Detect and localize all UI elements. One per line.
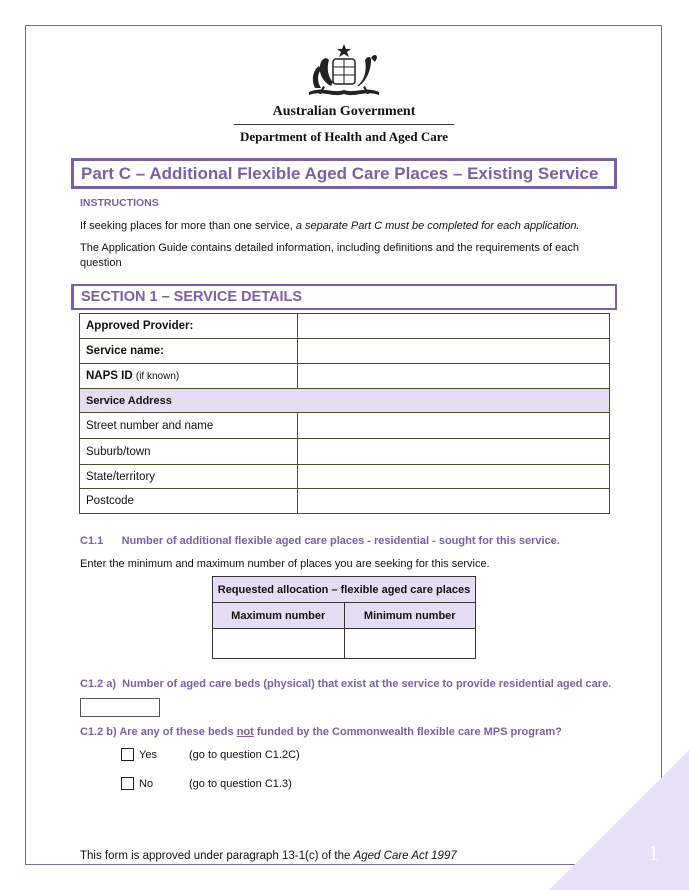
naps-id-field[interactable] bbox=[298, 364, 610, 389]
yes-checkbox[interactable] bbox=[121, 748, 134, 761]
footer-note bbox=[80, 850, 457, 862]
suburb-field[interactable] bbox=[298, 439, 610, 465]
max-number-header: Maximum number bbox=[213, 603, 345, 629]
allocation-table-title: Requested allocation – flexible aged care places bbox=[213, 577, 476, 603]
table-row bbox=[80, 339, 610, 364]
no-option bbox=[121, 777, 292, 790]
table-row bbox=[213, 577, 476, 603]
instruction-line-1-emphasis: a separate Part C must be completed for each application. bbox=[295, 220, 580, 232]
c12b-heading-post: funded by the Commonwealth flexible care MPS program? bbox=[253, 726, 562, 738]
naps-id-label bbox=[80, 364, 298, 389]
department-name: Department of Health and Aged Care bbox=[239, 129, 449, 144]
government-header bbox=[234, 104, 454, 145]
yes-hint: (go to question C1.2C) bbox=[189, 748, 300, 761]
instructions-heading: INSTRUCTIONS bbox=[80, 197, 159, 209]
allocation-table bbox=[212, 576, 476, 659]
table-row bbox=[80, 439, 610, 465]
table-row bbox=[80, 465, 610, 489]
c12b-heading-pre: C1.2 b) Are any of these beds bbox=[80, 726, 237, 738]
no-label: No bbox=[139, 777, 154, 790]
service-address-heading: Service Address bbox=[80, 389, 610, 413]
max-number-field[interactable] bbox=[213, 629, 345, 659]
coat-of-arms-icon bbox=[303, 42, 385, 104]
footer-act: Aged Care Act 1997 bbox=[353, 850, 457, 862]
table-row bbox=[80, 413, 610, 439]
street-label: Street number and name bbox=[80, 413, 298, 439]
c12b-heading-not: not bbox=[236, 726, 254, 738]
instruction-line-1-text: If seeking places for more than one service, bbox=[80, 220, 296, 232]
table-row bbox=[80, 314, 610, 339]
yes-label: Yes bbox=[139, 748, 157, 761]
instruction-line-1 bbox=[80, 219, 615, 234]
aged-care-beds-input[interactable] bbox=[80, 698, 160, 717]
approved-provider-field[interactable] bbox=[298, 314, 610, 339]
c11-instruction: Enter the minimum and maximum number of places you are seeking for this service. bbox=[80, 558, 490, 570]
section-1-heading: SECTION 1 – SERVICE DETAILS bbox=[71, 284, 617, 310]
no-hint: (go to question C1.3) bbox=[189, 777, 292, 790]
government-name: Australian Government bbox=[272, 104, 416, 119]
table-row bbox=[213, 629, 476, 659]
footer-text: This form is approved under paragraph 13-1(c) of the bbox=[80, 850, 354, 862]
service-name-label: Service name: bbox=[80, 339, 298, 364]
c12b-heading bbox=[80, 726, 562, 738]
postcode-field[interactable] bbox=[298, 489, 610, 514]
table-row bbox=[80, 389, 610, 413]
page-corner-decoration bbox=[549, 750, 689, 890]
naps-id-hint: (if known) bbox=[135, 371, 180, 382]
page-number: 1 bbox=[648, 840, 659, 865]
table-row bbox=[213, 603, 476, 629]
approved-provider-label: Approved Provider: bbox=[80, 314, 298, 339]
part-title: Part C – Additional Flexible Aged Care Places – Existing Service bbox=[71, 158, 617, 189]
instruction-line-2: The Application Guide contains detailed information, including definitions and the requirements of each question bbox=[80, 242, 579, 269]
service-details-table bbox=[79, 313, 610, 514]
service-name-field[interactable] bbox=[298, 339, 610, 364]
table-row bbox=[80, 489, 610, 514]
state-label: State/territory bbox=[80, 465, 298, 489]
yes-option bbox=[121, 748, 300, 761]
c12a-heading: C1.2 a) Number of aged care beds (physical) that exist at the service to provide residential aged care. bbox=[80, 678, 612, 690]
table-row bbox=[80, 364, 610, 389]
header-divider bbox=[234, 124, 454, 125]
c11-heading: C1.1 Number of additional flexible aged care places - residential - sought for this service. bbox=[80, 535, 560, 547]
min-number-field[interactable] bbox=[344, 629, 476, 659]
street-field[interactable] bbox=[298, 413, 610, 439]
postcode-label: Postcode bbox=[80, 489, 298, 514]
min-number-header: Minimum number bbox=[344, 603, 476, 629]
state-field[interactable] bbox=[298, 465, 610, 489]
no-checkbox[interactable] bbox=[121, 777, 134, 790]
naps-id-text: NAPS ID bbox=[86, 370, 133, 382]
suburb-label: Suburb/town bbox=[80, 439, 298, 465]
